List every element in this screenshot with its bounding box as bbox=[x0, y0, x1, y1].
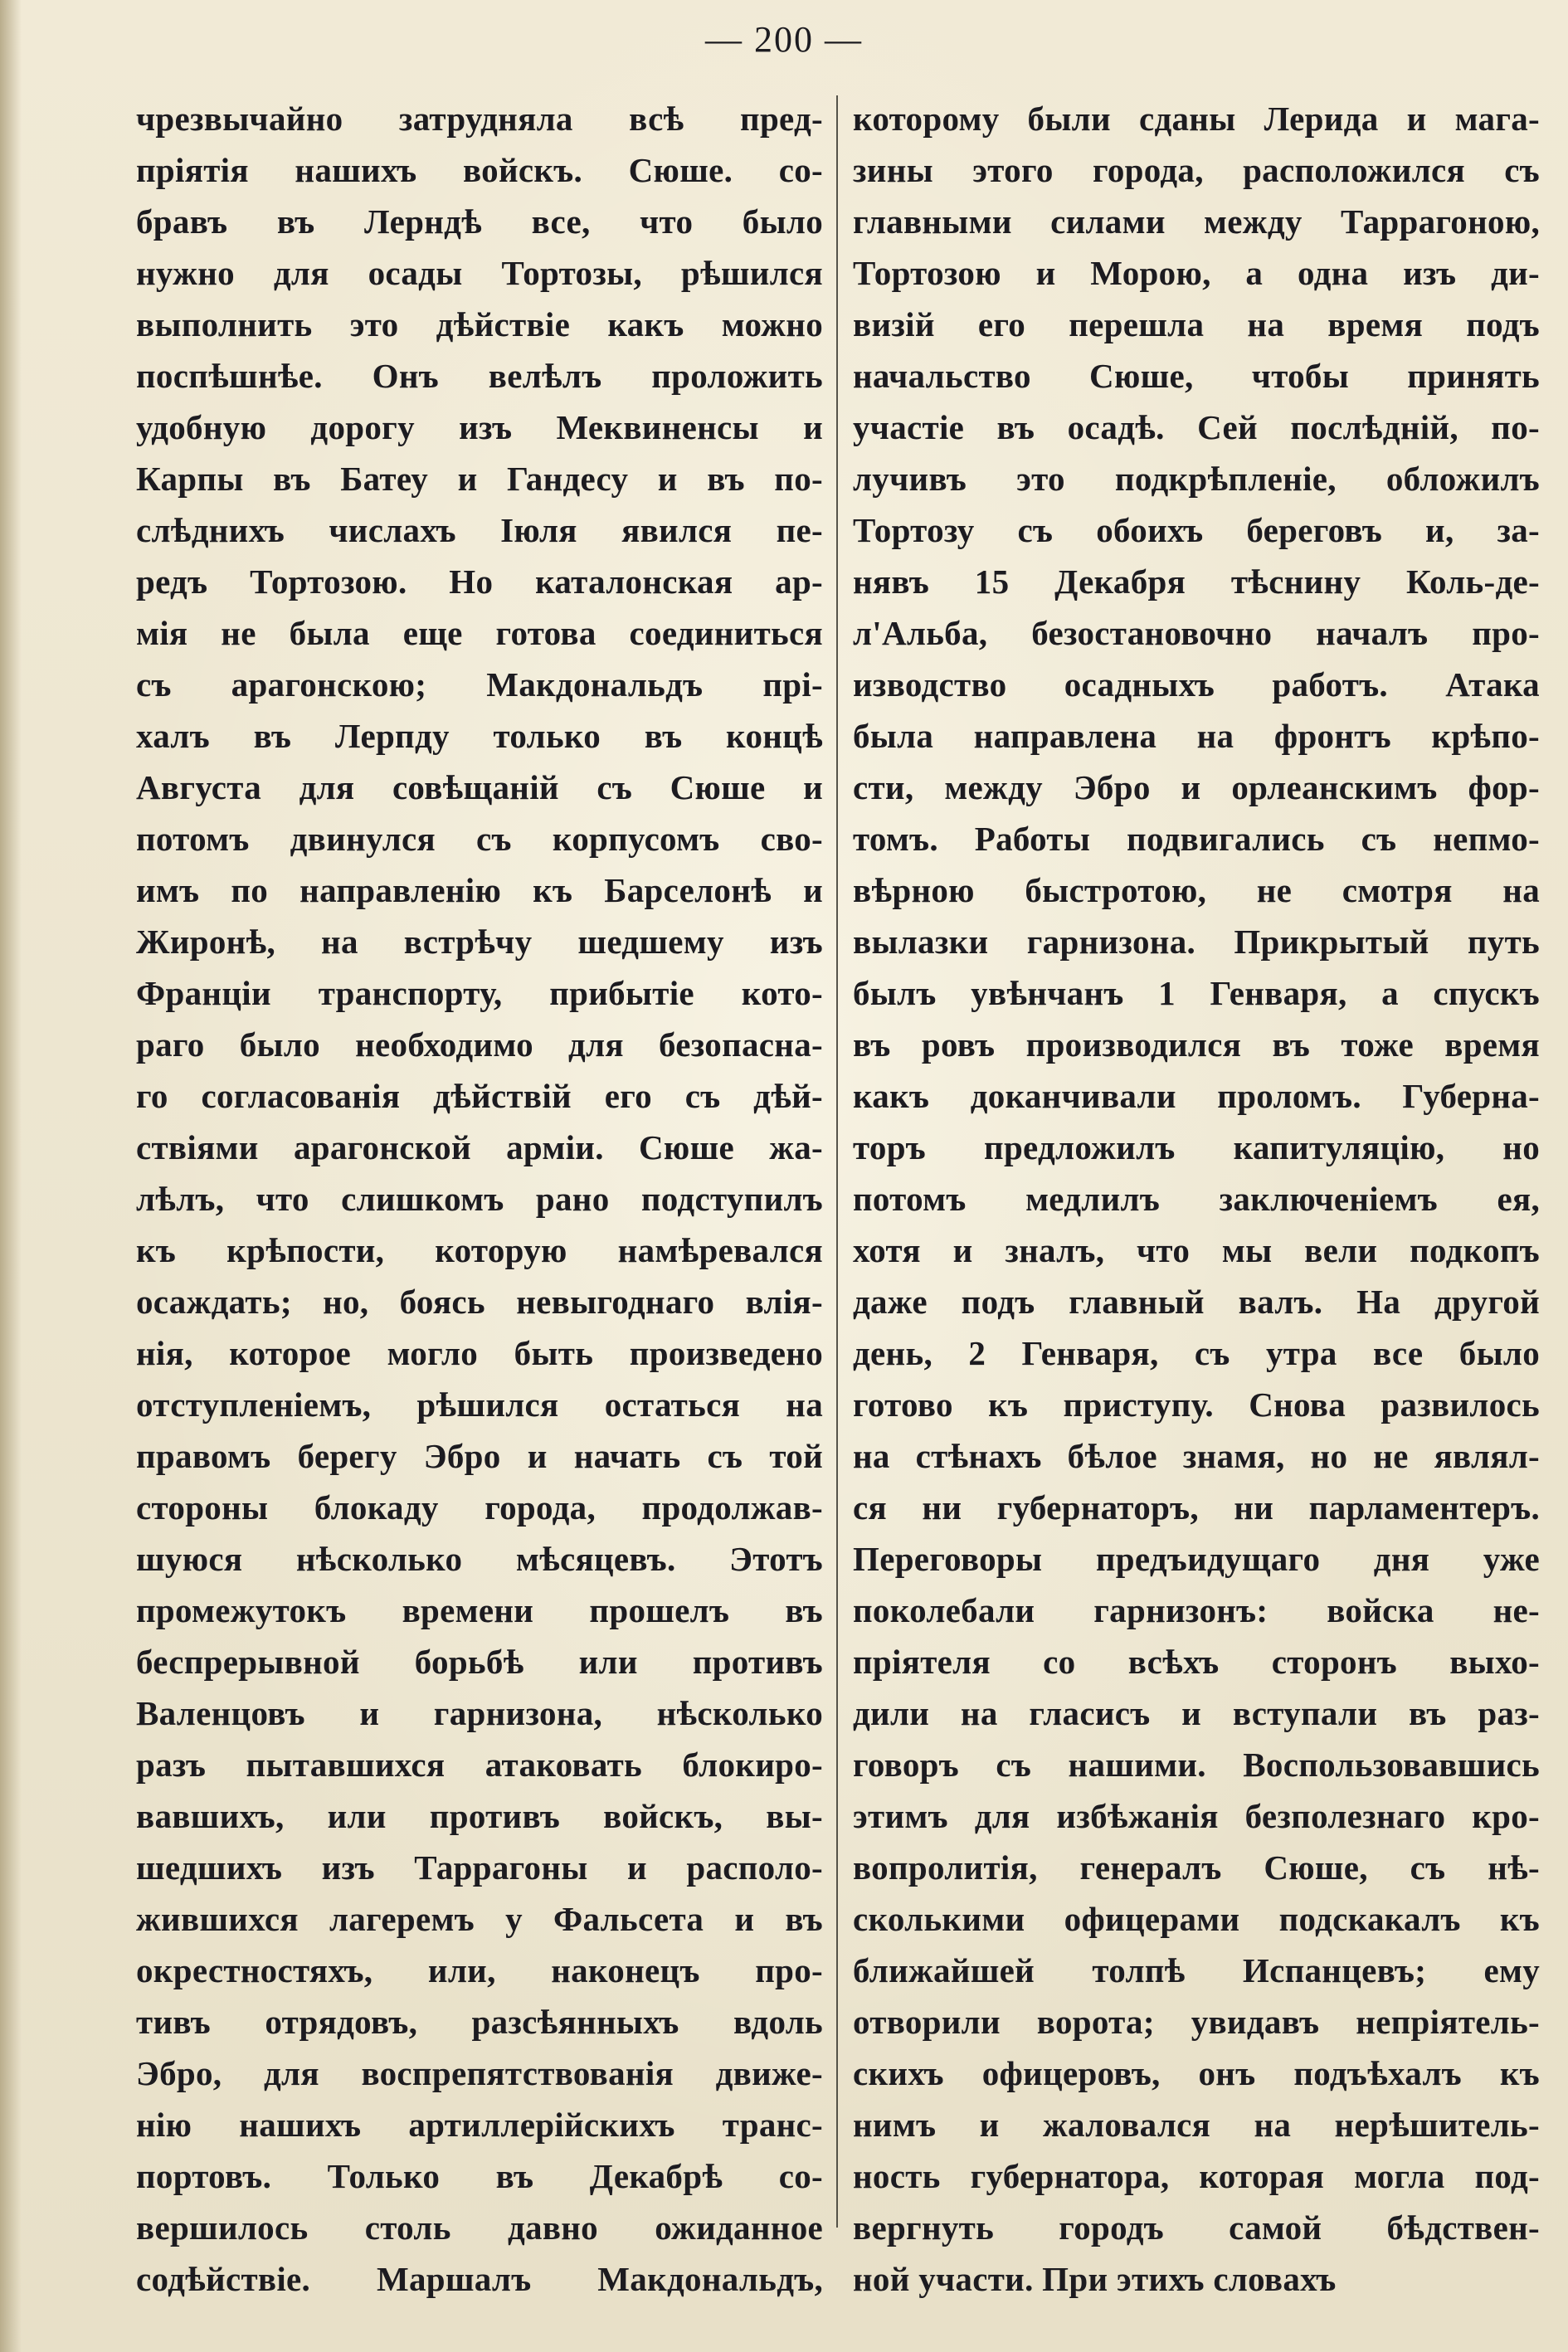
text-line: Тортозу съ обоихъ береговъ и, за- bbox=[853, 511, 1540, 549]
text-line: этимъ для избѣжанія безполезнаго кро- bbox=[853, 1797, 1540, 1835]
text-line: редъ Тортозою. Но каталонская ар- bbox=[136, 562, 823, 601]
text-line: вылазки гарнизона. Прикрытый путь bbox=[853, 923, 1540, 961]
text-line: отступленіемъ, рѣшился остаться на bbox=[136, 1385, 823, 1424]
text-line: участіе въ осадѣ. Сей послѣдній, по- bbox=[853, 408, 1540, 446]
text-line: жившихся лагеремъ у Фальсета и въ bbox=[136, 1900, 823, 1938]
text-line: нію нашихъ артиллерійскихъ транс- bbox=[136, 2106, 823, 2144]
text-line: Эбро, для воспрепятствованія движе- bbox=[136, 2054, 823, 2092]
text-line: визій его перешла на время подъ bbox=[853, 305, 1540, 343]
text-line: ся ни губернаторъ, ни парламентеръ. bbox=[853, 1488, 1540, 1527]
text-line: содѣйствіе. Маршалъ Макдональдъ, bbox=[136, 2260, 823, 2298]
text-line: какъ доканчивали проломъ. Губерна- bbox=[853, 1077, 1540, 1115]
text-line: была направлена на фронтъ крѣпо- bbox=[853, 717, 1540, 755]
text-line: на стѣнахъ бѣлое знамя, но не являл- bbox=[853, 1437, 1540, 1475]
text-line: нимъ и жаловался на нерѣшитель- bbox=[853, 2106, 1540, 2144]
text-line: правомъ берегу Эбро и начать съ той bbox=[136, 1437, 823, 1475]
text-line: дили на гласисъ и вступали въ раз- bbox=[853, 1694, 1540, 1732]
text-line: лучивъ это подкрѣпленіе, обложилъ bbox=[853, 460, 1540, 498]
text-line: потомъ медлилъ заключеніемъ ея, bbox=[853, 1180, 1540, 1218]
text-line: раго было необходимо для безопасна- bbox=[136, 1025, 823, 1064]
text-line: начальство Сюше, чтобы принять bbox=[853, 357, 1540, 395]
text-line: слѣднихъ числахъ Іюля явился пе- bbox=[136, 511, 823, 549]
text-line: мія не была еще готова соединиться bbox=[136, 614, 823, 652]
text-line: съ арагонскою; Макдональдъ прі- bbox=[136, 665, 823, 704]
text-line: шедшихъ изъ Таррагоны и располо- bbox=[136, 1848, 823, 1887]
right-column bbox=[853, 93, 1540, 2305]
text-line: бравъ въ Лерндѣ все, что было bbox=[136, 202, 823, 241]
text-line: выполнить это дѣйствіе какъ можно bbox=[136, 305, 823, 343]
page-number: — 200 — bbox=[705, 19, 863, 60]
text-line: томъ. Работы подвигались съ непмо- bbox=[853, 820, 1540, 858]
text-line: готово къ приступу. Снова развилось bbox=[853, 1385, 1540, 1424]
text-line: Карпы въ Батеу и Гандесу и въ по- bbox=[136, 460, 823, 498]
text-line: ствіями арагонской арміи. Сюше жа- bbox=[136, 1128, 823, 1166]
text-line: пріятеля со всѣхъ сторонъ выхо- bbox=[853, 1643, 1540, 1681]
text-line: Валенцовъ и гарнизона, нѣсколько bbox=[136, 1694, 823, 1732]
text-line: удобную дорогу изъ Меквиненсы и bbox=[136, 408, 823, 446]
text-line: окрестностяхъ, или, наконецъ про- bbox=[136, 1951, 823, 1989]
text-line: даже подъ главный валъ. На другой bbox=[853, 1283, 1540, 1321]
text-line: вопролитія, генералъ Сюше, съ нѣ- bbox=[853, 1848, 1540, 1887]
text-line: осаждать; но, боясь невыгоднаго влія- bbox=[136, 1283, 823, 1321]
text-line: нужно для осады Тортозы, рѣшился bbox=[136, 254, 823, 292]
text-line: чрезвычайно затрудняла всѣ пред- bbox=[136, 100, 823, 138]
column-divider bbox=[836, 95, 838, 2228]
text-line: изводство осадныхъ работъ. Атака bbox=[853, 665, 1540, 704]
text-line: вергнуть городъ самой бѣдствен- bbox=[853, 2208, 1540, 2247]
text-line: ность губернатора, которая могла под- bbox=[853, 2157, 1540, 2195]
text-line: беспрерывной борьбѣ или противъ bbox=[136, 1643, 823, 1681]
text-line: главными силами между Таррагоною, bbox=[853, 202, 1540, 241]
text-line: день, 2 Генваря, съ утра все было bbox=[853, 1334, 1540, 1372]
text-line: Тортозою и Морою, а одна изъ ди- bbox=[853, 254, 1540, 292]
text-line: вавшихъ, или противъ войскъ, вы- bbox=[136, 1797, 823, 1835]
text-line: вершилось столь давно ожиданное bbox=[136, 2208, 823, 2247]
text-line: торъ предложилъ капитуляцію, но bbox=[853, 1128, 1540, 1166]
text-line: промежутокъ времени прошелъ въ bbox=[136, 1591, 823, 1629]
text-line: потомъ двинулся съ корпусомъ сво- bbox=[136, 820, 823, 858]
text-line: которому были сданы Лерида и мага- bbox=[853, 100, 1540, 138]
text-line: разъ пытавшихся атаковать блокиро- bbox=[136, 1746, 823, 1784]
text-line: сти, между Эбро и орлеанскимъ фор- bbox=[853, 768, 1540, 806]
text-line: въ ровъ производился въ тоже время bbox=[853, 1025, 1540, 1064]
text-line: зины этого города, расположился съ bbox=[853, 151, 1540, 189]
text-line: поспѣшнѣе. Онъ велѣлъ проложить bbox=[136, 357, 823, 395]
text-line: л'Альба, безостановочно началъ про- bbox=[853, 614, 1540, 652]
text-line: Франціи транспорту, прибытіе кото- bbox=[136, 974, 823, 1012]
text-line: халъ въ Лерпду только въ концѣ bbox=[136, 717, 823, 755]
text-line: сколькими офицерами подскакалъ къ bbox=[853, 1900, 1540, 1938]
text-line: отворили ворота; увидавъ непріятель- bbox=[853, 2003, 1540, 2041]
text-line: лѣлъ, что слишкомъ рано подступилъ bbox=[136, 1180, 823, 1218]
text-line: ближайшей толпѣ Испанцевъ; ему bbox=[853, 1951, 1540, 1989]
left-column bbox=[136, 93, 823, 2305]
text-line: шуюся нѣсколько мѣсяцевъ. Этотъ bbox=[136, 1540, 823, 1578]
text-line: Переговоры предъидущаго дня уже bbox=[853, 1540, 1540, 1578]
page-edge-shadow bbox=[0, 0, 22, 2352]
text-line: поколебали гарнизонъ: войска не- bbox=[853, 1591, 1540, 1629]
text-line: говоръ съ нашими. Воспользовавшись bbox=[853, 1746, 1540, 1784]
text-line: вѣрною быстротою, не смотря на bbox=[853, 871, 1540, 909]
text-line: пріятія нашихъ войскъ. Сюше. со- bbox=[136, 151, 823, 189]
text-line: Жиронѣ, на встрѣчу шедшему изъ bbox=[136, 923, 823, 961]
text-line: былъ увѣнчанъ 1 Генваря, а спускъ bbox=[853, 974, 1540, 1012]
text-line: хотя и зналъ, что мы вели подкопъ bbox=[853, 1231, 1540, 1269]
text-line: скихъ офицеровъ, онъ подъѣхалъ къ bbox=[853, 2054, 1540, 2092]
text-line: го согласованія дѣйствій его съ дѣй- bbox=[136, 1077, 823, 1115]
text-line: тивъ отрядовъ, разсѣянныхъ вдоль bbox=[136, 2003, 823, 2041]
text-line: портовъ. Только въ Декабрѣ со- bbox=[136, 2157, 823, 2195]
text-line: ной участи. При этихъ словахъ bbox=[853, 2260, 1337, 2298]
text-line: стороны блокаду города, продолжав- bbox=[136, 1488, 823, 1527]
text-line: къ крѣпости, которую намѣревался bbox=[136, 1231, 823, 1269]
text-line: нявъ 15 Декабря тѣснину Коль-де- bbox=[853, 562, 1540, 601]
text-line: нія, которое могло быть произведено bbox=[136, 1334, 823, 1372]
text-line: имъ по направленію къ Барселонѣ и bbox=[136, 871, 823, 909]
text-line: Августа для совѣщаній съ Сюше и bbox=[136, 768, 823, 806]
